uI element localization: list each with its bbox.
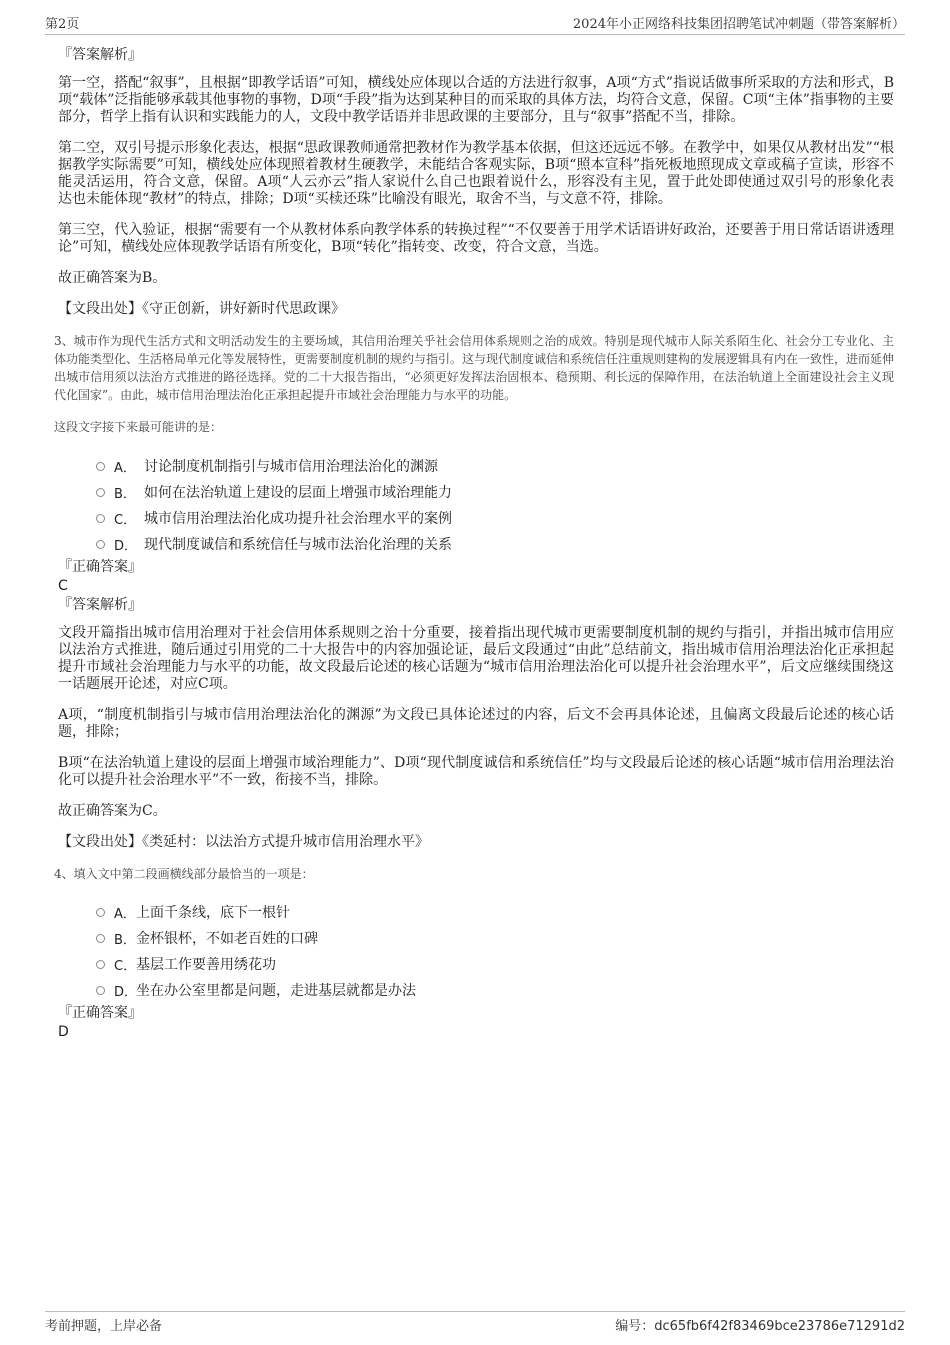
- radio-icon[interactable]: [96, 514, 105, 523]
- document-title: 2024年小正网络科技集团招聘笔试冲刺题（带答案解析）: [572, 17, 905, 32]
- radio-icon[interactable]: [96, 462, 105, 471]
- q2-analysis-para-1: 第一空，搭配“叙事”，且根据“即教学话语”可知，横线处应体现以合适的方法进行叙事，A项“方式”指说话做事所采取的方法和形式，B项“载体”泛指能够承载其他事物的事物，D项“手段”指为达到某种目的而采取的具体方法，均符合文意，保留。C项“主体”指事物的主要部分，哲学上指有认识和实践能力的人，文段中教学话语并非思政课的主要部分，且与“叙事”搭配不当，排除。: [58, 75, 894, 125]
- q3-stem: 3、城市作为现代生活方式和文明活动发生的主要场域，其信用治理关乎社会信用体系规则之治的成效。特别是现代城市人际关系陌生化、社会分工专业化、主体功能类型化、生活格局单元化等发展特性，更需要制度机制的规约与指引。这与现代制度诚信和系统信任注重规则建构的发展逻辑具有内在一致性，进而延伸出城市信用须以法治方式推进的路径选择。党的二十大报告指出，“必须更好发挥法治固根本、稳预期、利长远的保障作用，在法治轨道上全面建设社会主义现代化国家”。由此，城市信用治理法治化正承担起提升市域社会治理能力与水平的功能。: [54, 334, 895, 402]
- radio-icon[interactable]: [96, 488, 105, 497]
- q4-answer-label: 『正确答案』: [58, 1005, 142, 1021]
- q4-option-c[interactable]: C． 基层工作要善用绣花功: [96, 951, 894, 977]
- q3-analysis-para-3: B项“在法治轨道上建设的层面上增强市域治理能力”、D项“现代制度诚信和系统信任”均与文段最后论述的核心话题“城市信用治理法治化可以提升社会治理水平”不一致，衔接不当，排除。: [58, 755, 894, 788]
- q4-option-b[interactable]: B． 金杯银杯，不如老百姓的口碑: [96, 925, 894, 951]
- q2-analysis-label: 『答案解析』: [58, 47, 142, 63]
- q2-analysis-para-2: 第二空，双引号提示形象化表达，根据“思政课教师通常把教材作为教学基本依据，但这还远远不够。在教学中，如果仅从教材出发”“根据教学实际需要”可知，横线处应体现照着教材生硬教学，未能结合客观实际，B项“照本宣科”指死板地照现成文章或稿子宣读，形容不能灵活运用，符合文意，保留。A项“人云亦云”指人家说什么自己也跟着说什么，形容没有主见，置于此处即使通过双引号的形象化表达也未能体现“教材”的特点，排除；D项“买椟还珠”比喻没有眼光，取舍不当，与文意不符，排除。: [58, 140, 894, 207]
- q2-source: [58, 301, 894, 318]
- q4-option-a[interactable]: A． 上面千条线，底下一根针: [96, 899, 894, 925]
- footer-code-value: dc65fb6f42f83469bce23786e71291d2: [654, 1319, 905, 1334]
- q3-conclusion: 故正确答案为C。: [58, 803, 167, 819]
- q3-answer-label: 『正确答案』: [58, 559, 142, 575]
- q2-conclusion: 故正确答案为B。: [58, 270, 167, 286]
- q3-analysis-para-2: A项，“制度机制指引与城市信用治理法治化的渊源”为文段已具体论述过的内容，后文不会再具体论述，且偏离文段最后论述的核心话题，排除；: [58, 707, 894, 740]
- footer-code: [615, 1315, 905, 1334]
- q3-source: [58, 834, 894, 851]
- page-number: 第2页: [45, 17, 80, 32]
- q2-analysis-para-3: 第三空，代入验证，根据“需要有一个从教材体系向教学体系的转换过程”“不仅要善于用学术话语讲好政治，还要善于用日常话语讲透理论”可知，横线处应体现教学话语有所变化，B项“转化”指转变、改变，符合文意，当选。: [58, 222, 894, 255]
- q4-option-d[interactable]: D． 坐在办公室里都是问题，走进基层就都是办法: [96, 977, 894, 1003]
- q3-analysis-para-1: 文段开篇指出城市信用治理对于社会信用体系规则之治十分重要，接着指出现代城市更需要制度机制的规约与指引，并指出城市信用应以法治方式推进，随后通过引用党的二十大报告中的内容加强论证，最后文段通过“由此”总结前文，指出城市信用治理法治化正承担起提升市域社会治理能力与水平的功能，故文段最后论述的核心话题为“城市信用治理法治化可以提升社会治理水平”，后文应继续围绕这一话题展开论述，对应C项。: [58, 625, 894, 692]
- radio-icon[interactable]: [96, 540, 105, 549]
- radio-icon[interactable]: [96, 986, 105, 995]
- q3-analysis-label: 『答案解析』: [58, 597, 142, 613]
- q3-option-b[interactable]: B． 如何在法治轨道上建设的层面上增强市域治理能力: [96, 479, 894, 505]
- q4-answer: D: [58, 1024, 69, 1040]
- q3-option-c[interactable]: C． 城市信用治理法治化成功提升社会治理水平的案例: [96, 505, 894, 531]
- document-body: [54, 45, 895, 1041]
- q4-options: [96, 899, 894, 1003]
- q2-source-title: 《守正创新，讲好新时代思政课》: [142, 301, 345, 317]
- q3-source-title: 《类延村：以法治方式提升城市信用治理水平》: [142, 834, 429, 850]
- q3-answer: C: [58, 578, 68, 594]
- q3-source-label: 【文段出处】: [58, 834, 142, 850]
- footer-code-label: 编号：: [615, 1319, 655, 1334]
- q3-option-a[interactable]: A． 讨论制度机制指引与城市信用治理法治化的渊源: [96, 453, 894, 479]
- q2-source-label: 【文段出处】: [58, 301, 142, 317]
- q3-option-d[interactable]: D． 现代制度诚信和系统信任与城市法治化治理的关系: [96, 531, 894, 557]
- q3-options: [96, 453, 894, 557]
- radio-icon[interactable]: [96, 960, 105, 969]
- radio-icon[interactable]: [96, 908, 105, 917]
- footer-slogan: 考前押题，上岸必备: [45, 1319, 163, 1334]
- page-footer: [45, 1311, 905, 1337]
- q4-stem: 4、填入文中第二段画横线部分最恰当的一项是：: [54, 867, 314, 881]
- radio-icon[interactable]: [96, 934, 105, 943]
- q3-prompt: 这段文字接下来最可能讲的是：: [54, 420, 223, 434]
- page-header: [45, 12, 905, 35]
